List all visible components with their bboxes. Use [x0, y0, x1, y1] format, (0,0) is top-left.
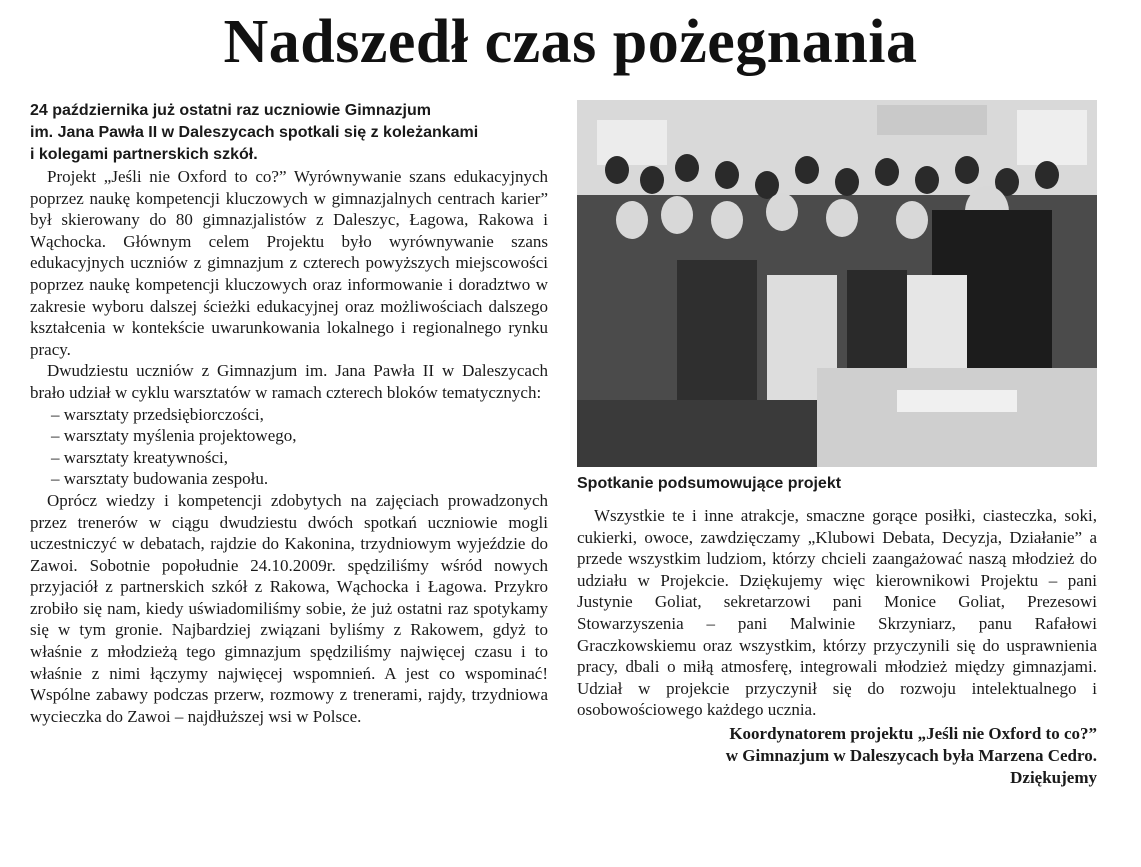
article-lead — [30, 100, 548, 166]
signoff-line: Koordynatorem projektu „Jeśli nie Oxford to co?” — [729, 723, 1097, 743]
list-item: – warsztaty przedsiębiorczości, — [51, 404, 264, 424]
paragraph-project: Projekt „Jeśli nie Oxford to co?” Wyrównywanie szans edukacyjnych poprzez naukę kompetencji kluczowych w gimnazjalnych centrach karier” był skierowany do 80 gimnazjalistów z Daleszyc, Łagowa, Rakowa i Wąchocka. Głównym celem Projektu było wyrównywanie szans edukacyjnych uczniów z gimnazjum z czterech powyższych miejscowości poprzez naukę kompetencji kluczowych oraz informowanie i doradztwo w zakresie wyboru dalszej ścieżki edukacyjnej oraz możliwościach dalszego kształcenia w kontekście uwarunkowania lokalnego i regionalnego rynku pracy. — [30, 167, 548, 359]
article-signoff — [577, 723, 1097, 789]
paragraph-thanks: Wszystkie te i inne atrakcje, smaczne gorące posiłki, ciasteczka, soki, cukierki, owoce, zawdzięczamy „Klubowi Debata, Decyzja, Działanie” a przede wszystkim ludziom, którzy chcieli zaangażować naszą młodzież do udziału w Projekcie. Dziękujemy więc kierownikowi Projektu – pani Justynie Goliat, sekretarzowi pani Monice Goliat, Prezesowi Stowarzyszenia – pani Malwinie Skrzyniarz, panu Rafałowi Graczkowskiemu oraz wszystkim, którzy przyczynili się do usprawnienia pracy, dbali o miłą atmosferę, integrowali młodzież między gimnazjami. Udział w projekcie przyczynił się do rozwoju intelektualnego i osobowościowego każdego ucznia. — [577, 506, 1097, 720]
audience-photo-illustration — [577, 100, 1097, 467]
event-photo — [577, 100, 1097, 467]
lead-line: 24 października już ostatni raz uczniowie Gimnazjum — [30, 102, 431, 119]
photo-caption: Spotkanie podsumowujące projekt — [577, 475, 842, 492]
list-item: – warsztaty budowania zespołu. — [51, 469, 269, 489]
article-headline: Nadszedł czas pożegnania — [223, 8, 918, 76]
signoff-line: Dziękujemy — [1010, 767, 1097, 787]
right-column — [577, 100, 1097, 789]
workshop-list — [30, 404, 548, 490]
signoff-line: w Gimnazjum w Daleszycach była Marzena Cedro. — [725, 745, 1097, 765]
paragraph-workshops-intro: Dwudziestu uczniów z Gimnazjum im. Jana Pawła II w Daleszycach brało udział w cyklu warsztatów w ramach czterech bloków tematycznych: — [30, 361, 548, 402]
list-item: – warsztaty kreatywności, — [51, 447, 229, 467]
left-column — [30, 100, 548, 727]
lead-line: im. Jana Pawła II w Daleszycach spotkali się z koleżankami — [30, 124, 479, 141]
left-body — [30, 166, 548, 727]
lead-line: i kolegami partnerskich szkół. — [30, 146, 258, 163]
list-item: – warsztaty myślenia projektowego, — [51, 426, 297, 446]
right-body — [577, 505, 1097, 721]
paragraph-memories: Oprócz wiedzy i kompetencji zdobytych na zajęciach prowadzonych przez trenerów w ciągu dwudziestu dwóch spotkań uczniowie mogli uczestniczyć w debatach, rajdzie do Kakonina, trzydniowym wyjeździe do Zawoi. Sobotnie popołudnie 24.10.2009r. spędziliśmy wśród nowych przyjaciół z partnerskich szkół z Rakowa, Wąchocka i Łagowa. Przykro zrobiło się nam, kiedy uświadomiliśmy sobie, że już ostatni raz spotykamy się w tym gronie. Najbardziej związani byliśmy z Rakowem, gdyż to właśnie z młodzieżą tego gimnazjum spędziliśmy najwięcej czasu i to właśnie z nimi łączymy najwięcej wspomnień. A jest co wspominać! Wspólne zabawy podczas przerw, rozmowy z trenerami, rajdy, trzydniowa wycieczka do Zawoi – najdłuższej wsi w Polsce. — [30, 490, 548, 726]
